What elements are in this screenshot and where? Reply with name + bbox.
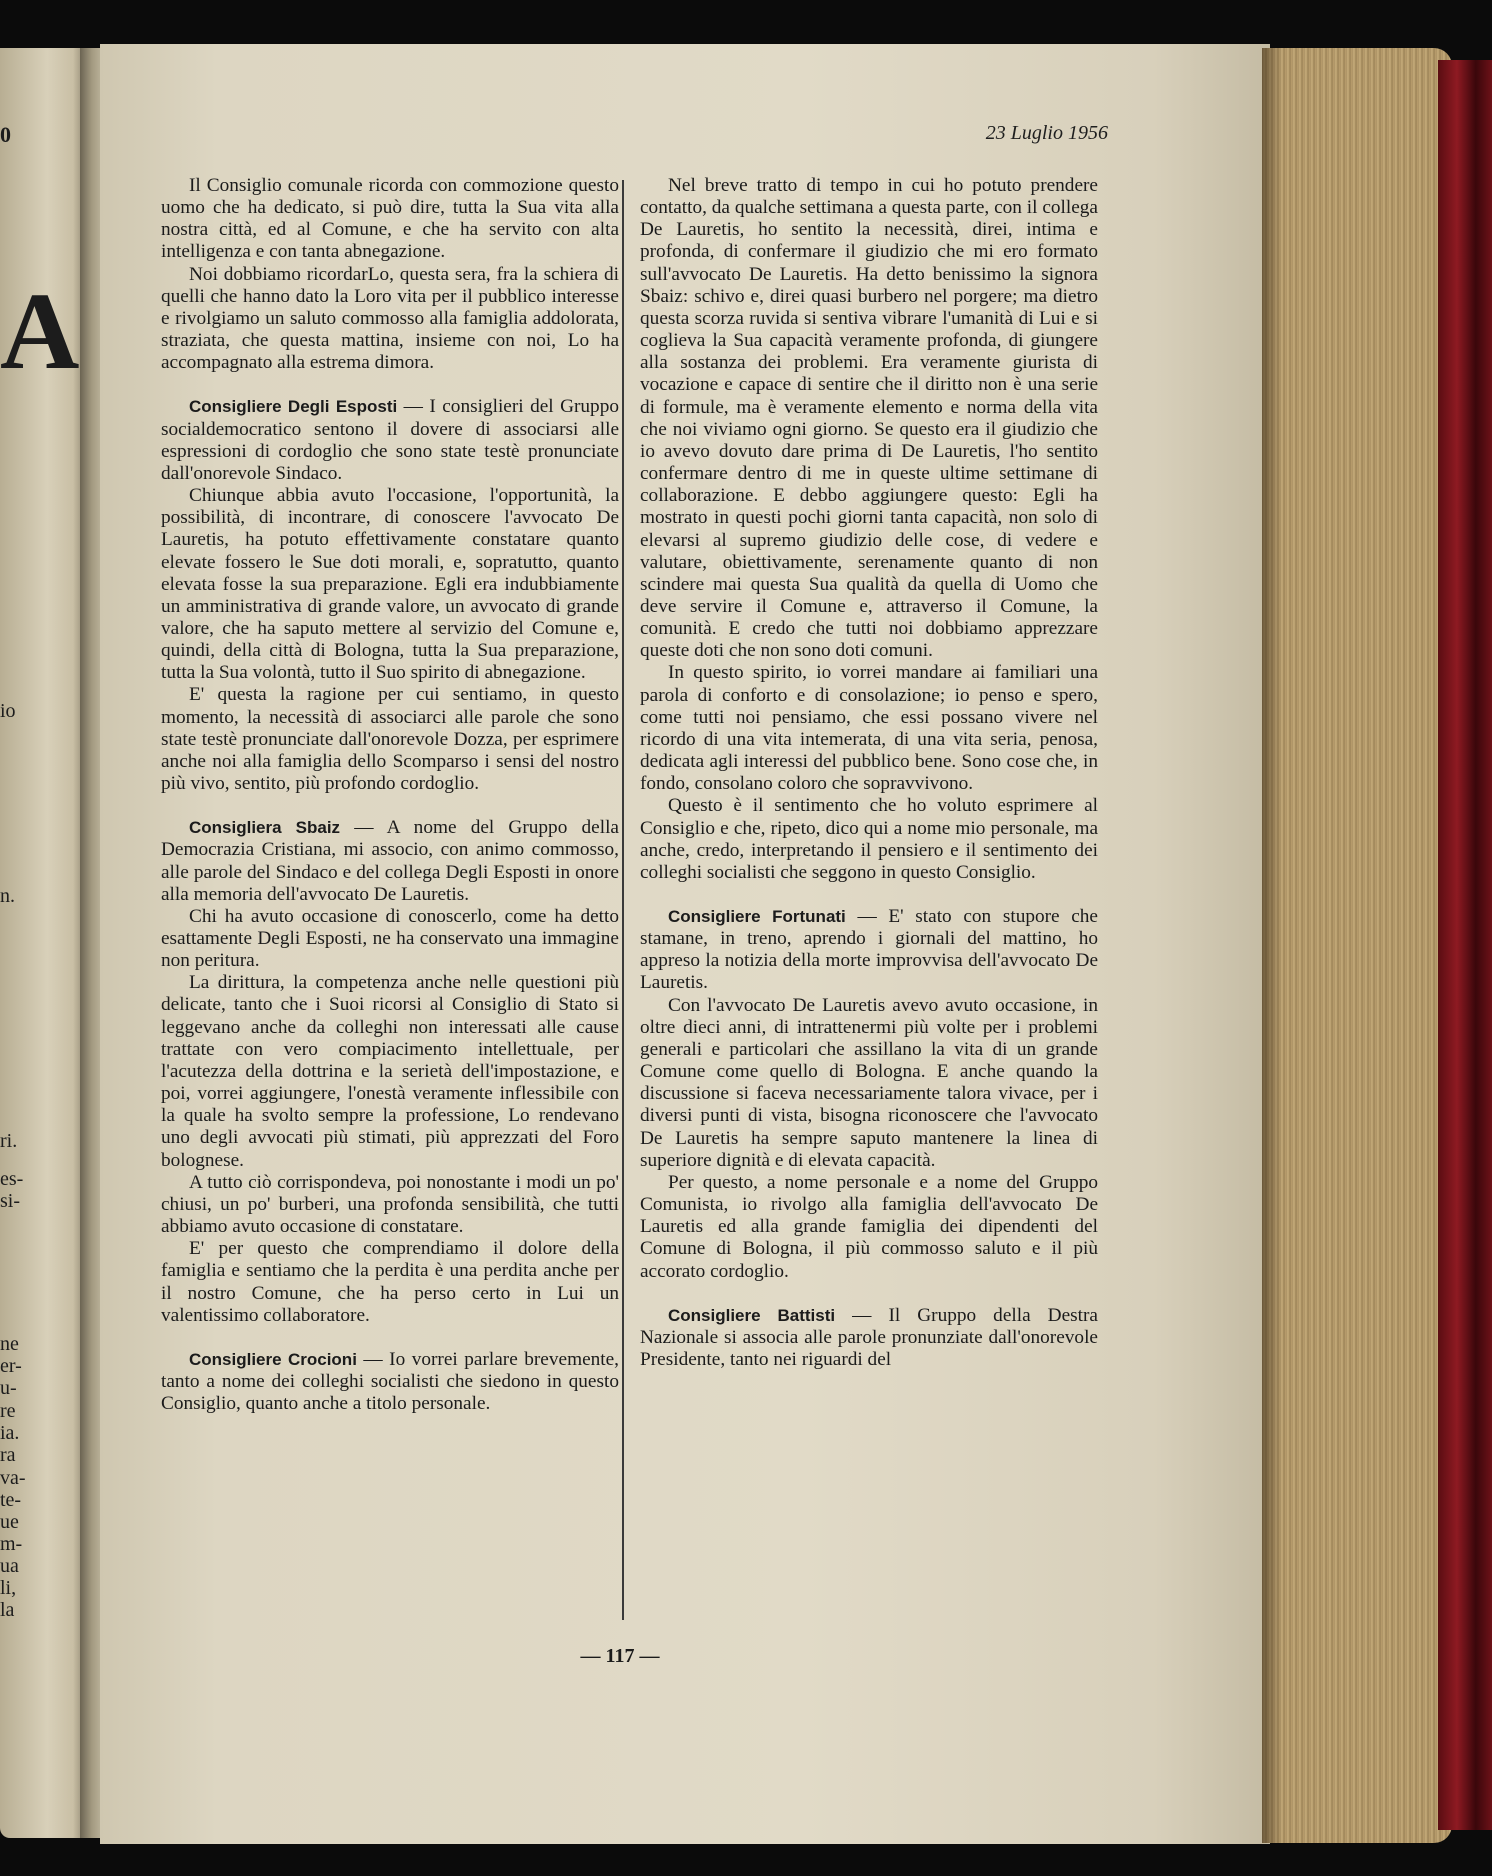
previous-page-fragment-line: u- [0,1377,17,1399]
previous-page-fragment-line: er- [0,1355,22,1377]
paragraph: E' questa la ragione per cui sentiamo, in questo momento, la necessità di associarci alle parole che sono state testè pronunciate dall'onorevole Dozza, per esprimere anche noi alla famiglia dello Scomparso i sensi del nostro più vivo, sentito, più profondo cordoglio. [161,684,619,795]
previous-page-fragment-line: la [0,1599,15,1621]
paragraph: Con l'avvocato De Lauretis avevo avuto occasione, in oltre dieci anni, di intrattenermi più volte per i problemi generali e particolari che assillano la vita di un grande Comune come quello di Bologna. E anche quando la discussione si faceva necessariamente talora vivace, per i diversi punti di vista, bisogna riconoscere che l'avvocato De Lauretis ha sempre saputo mantenere la linea di superiore dignità e di elevata capacità. [640,994,1098,1171]
paragraph: Per questo, a nome personale e a nome del Gruppo Comunista, io rivolgo alla famiglia dell'avvocato De Lauretis ed alla grande famiglia dei dipendenti del Comune di Bologna, il più commosso saluto e il più accorato cordoglio. [640,1171,1098,1282]
previous-page-big-letter: A [0,270,80,392]
paragraph: Questo è il sentimento che ho voluto esprimere al Consiglio e che, ripeto, dico qui a nome mio personale, ma anche, credo, interpretando il pensiero e il sentimento dei colleghi socialisti che seggono in questo Consiglio. [640,795,1098,883]
right-text-column [640,175,1098,1371]
speaker-paragraph [640,906,1098,995]
speaker-text: — I consiglieri del Gruppo socialdemocratico sentono il dovere di associarsi alle espressioni di cordoglio che sono state testè pronunciate dall'onorevole Sindaco. [161,396,619,484]
speaker-name: Consigliera Sbaiz [189,818,341,838]
previous-page-fragment [0,48,86,1838]
previous-page-fragment-line: ra [0,1444,16,1466]
speaker-paragraph [161,396,619,485]
speaker-name: Consigliere Crocioni [189,1349,357,1369]
left-text-column [161,175,619,1415]
speaker-text: — Io vorrei parlare brevemente, tanto a nome dei colleghi socialisti che siedono in questo Consiglio, quanto anche a titolo personale. [161,1348,619,1415]
paragraph: In questo spirito, io vorrei mandare ai familiari una parola di conforto e di consolazione; io penso e spero, come tutti noi pensiamo, che essi possano vivere nel ricordo di una vita intemerata, di una vita seria, penosa, dedicata agli interessi del pubblico bene. Sono cose che, in fondo, consolano coloro che sopravvivono. [640,662,1098,795]
previous-page-fragment-line: io [0,700,16,722]
speaker-paragraph [161,1349,619,1415]
paragraph: La dirittura, la competenza anche nelle questioni più delicate, tanto che i Suoi ricorsi al Consiglio di Stato si leggevano anche da colleghi non interessati alle cause trattate con vero compiacimento intellettuale, per l'acutezza della dottrina e la serietà dell'impostazione, e poi, vorrei aggiungere, l'onestà veramente inflessibile con la quale ha svolto sempre la professione, Lo rendevano uno degli avvocati più stimati, più apprezzati del Foro bolognese. [161,972,619,1171]
previous-page-fragment-line: va- [0,1467,26,1489]
paragraph: A tutto ciò corrispondeva, poi nonostante i modi un po' chiusi, un po' burberi, una profonda sensibilità, che tutti abbiamo avuto occasione di constatare. [161,1171,619,1238]
speaker-text: — A nome del Gruppo della Democrazia Cristiana, mi associo, con animo commosso, alle parole del Sindaco e del collega Degli Esposti in onore alla memoria dell'avvocato De Lauretis. [161,817,619,905]
speaker-text: — Il Gruppo della Destra Nazionale si associa alle parole pronunziate dall'onorevole Presidente, tanto nei riguardi del [640,1304,1098,1370]
previous-page-fragment-line: ia. [0,1422,20,1444]
previous-page-fragment-line: te- [0,1489,22,1511]
column-divider [622,180,624,1620]
previous-page-fragment-line: li, [0,1577,17,1599]
page-header-date: 23 Luglio 1956 [985,122,1108,144]
paragraph: Il Consiglio comunale ricorda con commozione questo uomo che ha dedicato, si può dire, tutta la Sua vita alla nostra città, ed al Comune, e che ha servito con alta intelligenza e con tanta abnegazione. [161,175,619,263]
book-cover [1438,60,1492,1830]
previous-page-fragment-line: ri. [0,1130,18,1152]
previous-page-fragment-line: es- [0,1168,24,1190]
paragraph: Chi ha avuto occasione di conoscerlo, come ha detto esattamente Degli Esposti, ne ha conservato una immagine non peritura. [161,905,619,972]
previous-page-fragment-line: ua [0,1555,19,1577]
speaker-name: Consigliere Battisti [668,1305,836,1325]
paragraph: E' per questo che comprendiamo il dolore della famiglia e sentiamo che la perdita è una perdita anche per il nostro Comune, che ha perso certo in Lui un valentissimo collaboratore. [161,1238,619,1326]
speaker-name: Consigliere Degli Esposti [189,397,398,417]
previous-page-fragment-line: ue [0,1511,19,1533]
speaker-text: — E' stato con stupore che stamane, in treno, aprendo i giornali del mattino, ho appreso la notizia della morte improvvisa dell'avvocato De Lauretis. [640,906,1098,994]
previous-page-fragment-line: n. [0,885,15,907]
speaker-paragraph [161,817,619,906]
page-number: — 117 — [580,1645,660,1667]
paragraph: Noi dobbiamo ricordarLo, questa sera, fra la schiera di quelli che hanno dato la Loro vita per il pubblico interesse e rivolgiamo un saluto commosso alla famiglia addolorata, straziata, che questa mattina, insieme con noi, Lo ha accompagnato alla estrema dimora. [161,263,619,374]
previous-page-fragment-line: re [0,1400,16,1422]
paragraph: Nel breve tratto di tempo in cui ho potuto prendere contatto, da qualche settimana a questa parte, con il collega De Lauretis, ho sentito la necessità, direi, intima e profonda, di confermare il giudizio che mi ero formato sull'avvocato De Lauretis. Ha detto benissimo la signora Sbaiz: schivo e, direi quasi burbero nel porgere; ma dietro questa scorza ruvida si sentiva vibrare l'umanità di Lui e si coglieva la Sua capacità veramente profonda, di giungere alla sostanza dei problemi. Era veramente giurista di vocazione e capace di sentire che il diritto non è una serie di formule, ma è veramente elemento e norma della vita che noi viviamo ogni giorno. Se questo era il giudizio che io avevo dovuto dare prima di De Lauretis, l'ho sentito confermare dentro di me in queste ultime settimane di collaborazione. E debbo aggiungere questo: Egli ha mostrato in questi pochi giorni tanta capacità, non solo di elevarsi al supremo giudizio delle cose, di vedere e valutare, obiettivamente, serenamente quanto di non scindere mai questa Sua qualità da quella di Uomo che deve servire il Comune e, attraverso il Comune, la comunità. E credo che tutti noi dobbiamo apprezzare queste doti che non sono doti comuni. [640,175,1098,662]
paragraph: Chiunque abbia avuto l'occasione, l'opportunità, la possibilità, di incontrare, di conoscere l'avvocato De Lauretis, ha potuto effettivamente constatare quanto elevate fossero le Sue doti morali, e, sopratutto, quanto elevata fosse la sua preparazione. Egli era indubbiamente un amministrativa di grande valore, un avvocato di grande valore, che ha saputo mettere al servizio del Comune e, quindi, della città di Bologna, tutta la Sua preparazione, tutta la Sua volontà, tutto il Suo spirito di abnegazione. [161,485,619,684]
speaker-name: Consigliere Fortunati [668,907,846,926]
previous-page-fragment-line: ne [0,1333,19,1355]
previous-page-number-edge: 0 [0,122,11,147]
previous-page-fragment-line: si- [0,1190,20,1212]
previous-page-fragment-line: m- [0,1533,23,1555]
page-edges [1262,48,1452,1843]
speaker-paragraph [640,1305,1098,1371]
